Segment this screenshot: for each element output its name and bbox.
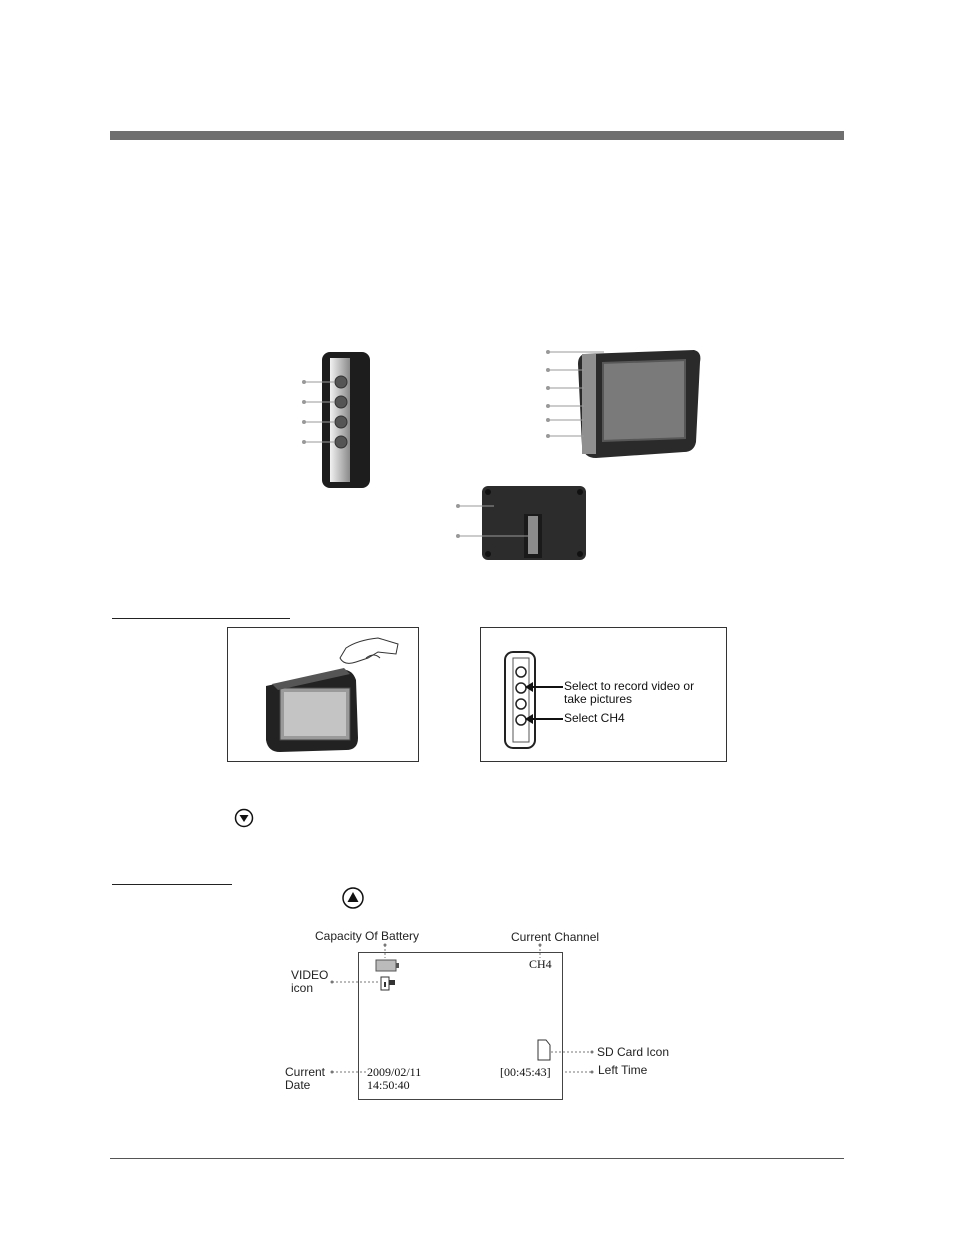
video-icon-label: VIDEO icon [291, 968, 329, 995]
osd-channel: CH4 [529, 957, 552, 971]
footer-rule [110, 1158, 844, 1159]
channel-label: Current Channel [511, 930, 600, 944]
osd-time: 14:50:40 [367, 1078, 410, 1092]
left-time-label: Left Time [598, 1063, 648, 1077]
battery-label: Capacity Of Battery [315, 929, 420, 943]
date-label: Current Date [285, 1065, 326, 1092]
osd-remaining-time: [00:45:43] [500, 1065, 551, 1079]
osd-date: 2009/02/11 [367, 1065, 422, 1079]
record-video-callout: Select to record video or take pictures [564, 679, 695, 706]
select-ch4-callout: Select CH4 [564, 711, 625, 725]
sd-card-label: SD Card Icon [597, 1045, 670, 1059]
